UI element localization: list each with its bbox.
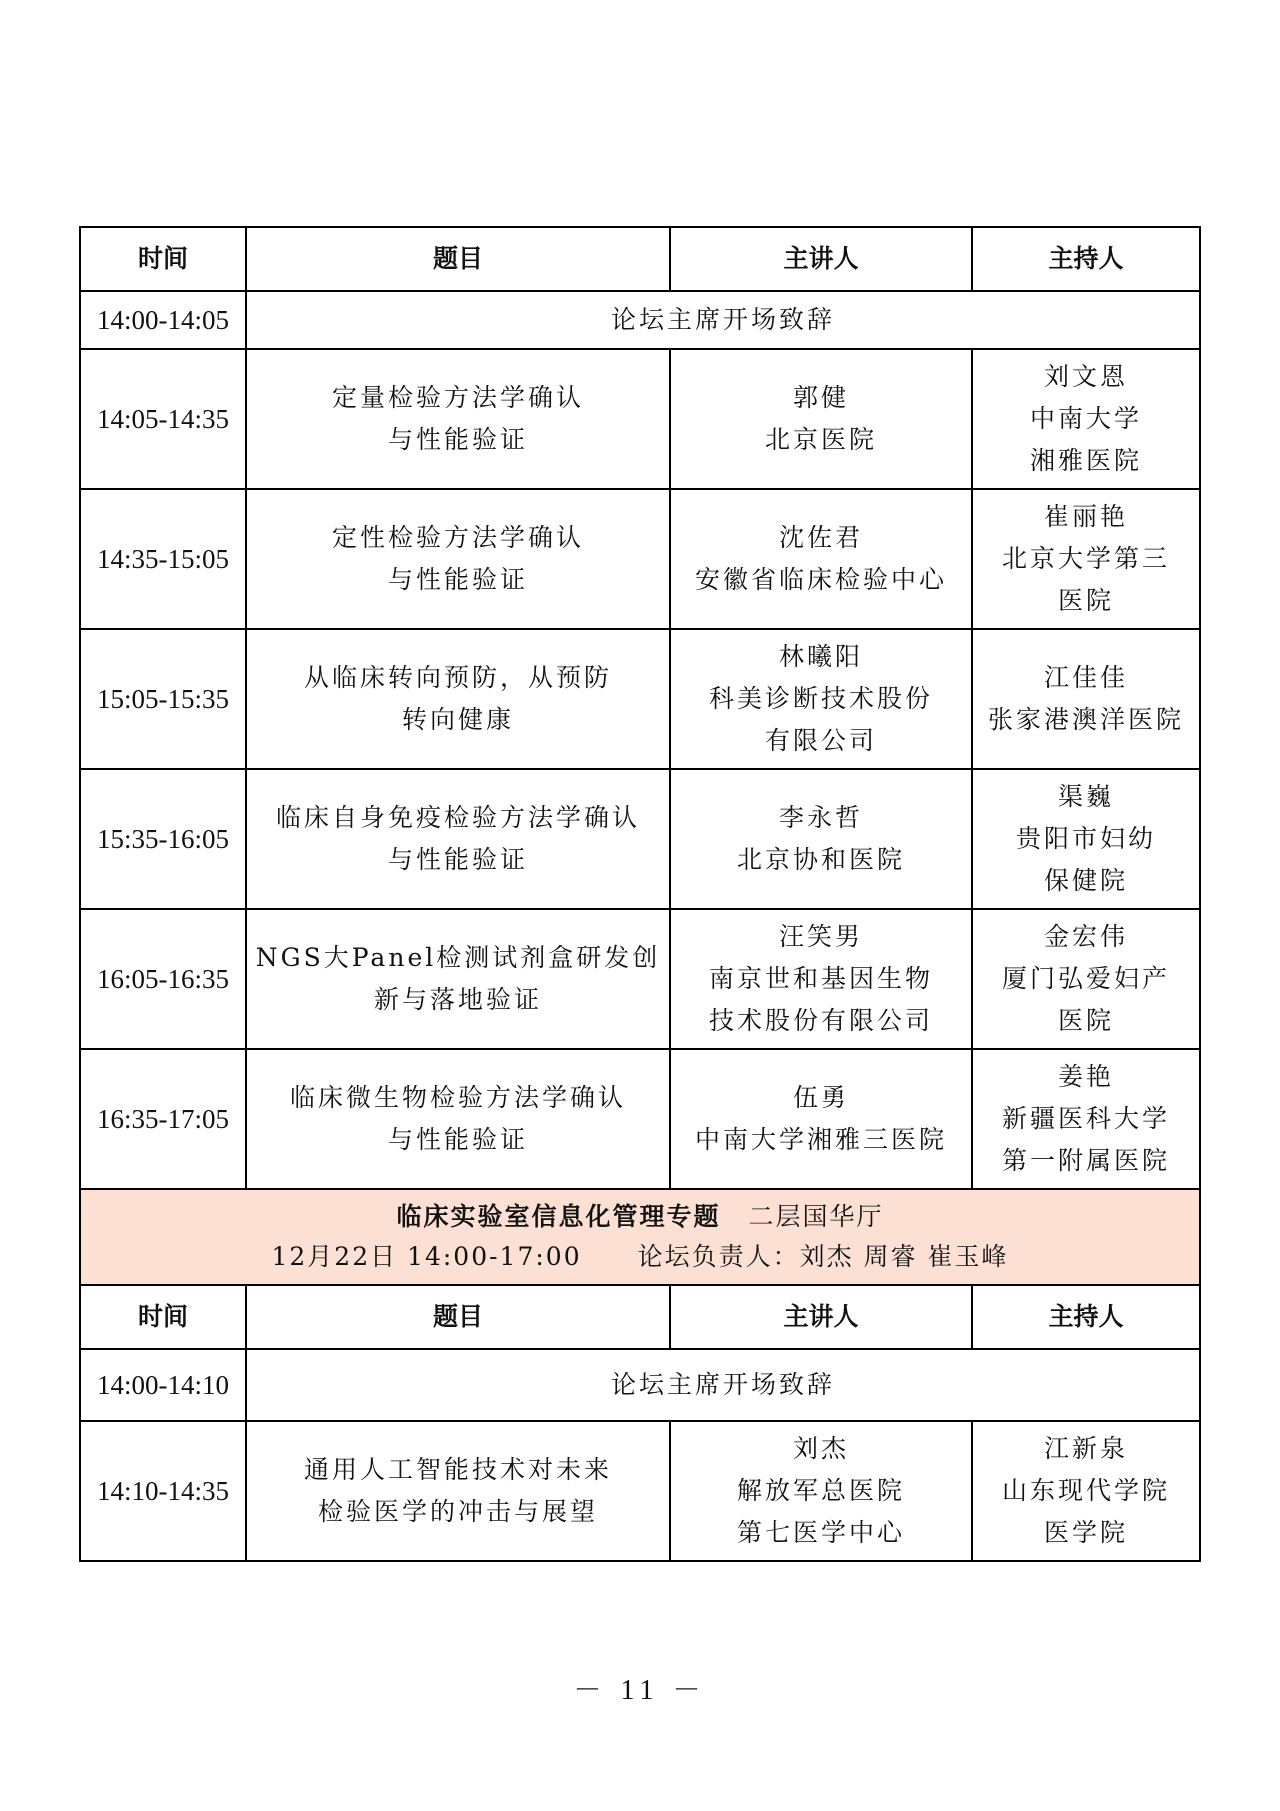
- opening-remarks: 论坛主席开场致辞: [246, 1349, 1200, 1421]
- speaker-cell-line: 中南大学湘雅三医院: [694, 1125, 947, 1154]
- time-cell: 14:35-15:05: [80, 489, 246, 629]
- host-cell: [972, 1049, 1200, 1189]
- host-cell-line: 崔丽艳: [1043, 502, 1128, 531]
- host-cell-line: 新疆医科大学: [1001, 1104, 1170, 1133]
- header-time: 时间: [80, 227, 246, 291]
- host-cell-line: 张家港澳洋医院: [987, 705, 1184, 734]
- topic-cell: [246, 769, 670, 909]
- table-row: [80, 349, 1200, 489]
- speaker-cell-line: 北京协和医院: [736, 845, 905, 874]
- time-cell: 14:05-14:35: [80, 349, 246, 489]
- speaker-cell-line: 技术股份有限公司: [708, 1006, 933, 1035]
- host-cell-line: 贵阳市妇幼: [1015, 824, 1156, 853]
- speaker-cell: [670, 629, 972, 769]
- host-cell-line: 金宏伟: [1043, 922, 1128, 951]
- speaker-cell-line: 北京医院: [764, 425, 877, 454]
- host-cell-line: 医学院: [1043, 1518, 1128, 1547]
- session-banner: [80, 1189, 1200, 1285]
- header-topic: 题目: [246, 1285, 670, 1349]
- host-cell-line: 中南大学: [1029, 404, 1142, 433]
- speaker-cell-line: 伍勇: [792, 1083, 849, 1112]
- topic-cell-line: 通用人工智能技术对未来: [303, 1455, 612, 1484]
- host-cell-line: 刘文恩: [1043, 362, 1128, 391]
- host-cell: [972, 629, 1200, 769]
- speaker-cell-line: 郭健: [792, 383, 849, 412]
- speaker-cell: [670, 349, 972, 489]
- speaker-cell: [670, 1421, 972, 1561]
- topic-cell-line: 从临床转向预防，从预防: [303, 663, 612, 692]
- header-host: 主持人: [972, 227, 1200, 291]
- speaker-cell-line: 李永哲: [778, 803, 863, 832]
- host-cell: [972, 489, 1200, 629]
- speaker-cell-line: 科美诊断技术股份: [708, 684, 933, 713]
- time-cell: 16:35-17:05: [80, 1049, 246, 1189]
- topic-cell-line: 转向健康: [401, 705, 514, 734]
- host-cell-line: 姜艳: [1057, 1062, 1114, 1091]
- host-cell: [972, 909, 1200, 1049]
- page-number: － 11 －: [573, 1675, 707, 1706]
- table-row: [80, 1049, 1200, 1189]
- host-cell: [972, 1421, 1200, 1561]
- topic-cell: [246, 349, 670, 489]
- header-host: 主持人: [972, 1285, 1200, 1349]
- host-cell-line: 山东现代学院: [1001, 1476, 1170, 1505]
- topic-cell: [246, 909, 670, 1049]
- speaker-cell-line: 刘杰: [792, 1434, 849, 1463]
- header-speaker: 主讲人: [670, 1285, 972, 1349]
- speaker-cell-line: 汪笑男: [778, 922, 863, 951]
- header-topic: 题目: [246, 227, 670, 291]
- session-banner-row: [80, 1189, 1200, 1285]
- topic-cell-line: 定量检验方法学确认: [331, 383, 584, 412]
- topic-cell: [246, 489, 670, 629]
- topic-cell: [246, 1421, 670, 1561]
- host-cell-line: 第一附属医院: [1001, 1146, 1170, 1175]
- host-cell-line: 湘雅医院: [1029, 446, 1142, 475]
- host-cell-line: 医院: [1057, 1006, 1114, 1035]
- topic-cell-line: 与性能验证: [387, 565, 528, 594]
- topic-cell: [246, 1049, 670, 1189]
- time-cell: 14:00-14:05: [80, 291, 246, 349]
- header-speaker: 主讲人: [670, 227, 972, 291]
- speaker-cell-line: 安徽省临床检验中心: [694, 565, 947, 594]
- table-row: [80, 1421, 1200, 1561]
- host-cell-line: 厦门弘爱妇产: [1001, 964, 1170, 993]
- leaders-label: 论坛负责人：: [637, 1242, 800, 1271]
- time-cell: 15:05-15:35: [80, 629, 246, 769]
- host-cell: [972, 349, 1200, 489]
- topic-cell-line: 与性能验证: [387, 425, 528, 454]
- host-cell-line: 江佳佳: [1043, 663, 1128, 692]
- table-header-row: [80, 1285, 1200, 1349]
- topic-cell-line: 与性能验证: [387, 1125, 528, 1154]
- table-row: [80, 489, 1200, 629]
- host-cell-line: 保健院: [1043, 866, 1128, 895]
- host-cell-line: 江新泉: [1043, 1434, 1128, 1463]
- speaker-cell: [670, 909, 972, 1049]
- opening-remarks: 论坛主席开场致辞: [246, 291, 1200, 349]
- time-cell: 14:00-14:10: [80, 1349, 246, 1421]
- time-cell: 14:10-14:35: [80, 1421, 246, 1561]
- topic-cell-line: 临床自身免疫检验方法学确认: [275, 803, 640, 832]
- speaker-cell-line: 林曦阳: [778, 642, 863, 671]
- time-cell: 16:05-16:35: [80, 909, 246, 1049]
- host-cell-line: 医院: [1057, 586, 1114, 615]
- speaker-cell: [670, 1049, 972, 1189]
- topic-cell-line: 定性检验方法学确认: [331, 523, 584, 552]
- host-cell-line: 北京大学第三: [1001, 544, 1170, 573]
- topic-cell-line: 与性能验证: [387, 845, 528, 874]
- table-row: [80, 769, 1200, 909]
- session-leaders: 刘杰 周睿 崔玉峰: [799, 1242, 1009, 1271]
- speaker-cell-line: 解放军总医院: [736, 1476, 905, 1505]
- topic-cell-line: 新与落地验证: [373, 985, 542, 1014]
- speaker-cell: [670, 489, 972, 629]
- session-title: 临床实验室信息化管理专题: [396, 1202, 721, 1231]
- header-time: 时间: [80, 1285, 246, 1349]
- speaker-cell-line: 南京世和基因生物: [708, 964, 933, 993]
- topic-cell-line: 检验医学的冲击与展望: [317, 1497, 598, 1526]
- table-row: [80, 629, 1200, 769]
- speaker-cell-line: 有限公司: [764, 726, 877, 755]
- session-datetime: 12月22日 14:00-17:00: [271, 1242, 582, 1271]
- opening-row: [80, 291, 1200, 349]
- host-cell: [972, 769, 1200, 909]
- schedule-sheet: [79, 226, 1199, 1562]
- speaker-cell-line: 沈佐君: [778, 523, 863, 552]
- topic-cell-line: NGS大Panel检测试剂盒研发创: [255, 943, 661, 972]
- banner-line-2: [81, 1237, 1199, 1277]
- time-cell: 15:35-16:05: [80, 769, 246, 909]
- banner-line-1: [81, 1197, 1199, 1237]
- opening-row: [80, 1349, 1200, 1421]
- table-header-row: [80, 227, 1200, 291]
- topic-cell-line: 临床微生物检验方法学确认: [289, 1083, 626, 1112]
- topic-cell: [246, 629, 670, 769]
- host-cell-line: 渠巍: [1057, 782, 1114, 811]
- speaker-cell-line: 第七医学中心: [736, 1518, 905, 1547]
- speaker-cell: [670, 769, 972, 909]
- session-location: 二层国华厅: [748, 1202, 884, 1231]
- table-row: [80, 909, 1200, 1049]
- schedule-table: [79, 226, 1201, 1562]
